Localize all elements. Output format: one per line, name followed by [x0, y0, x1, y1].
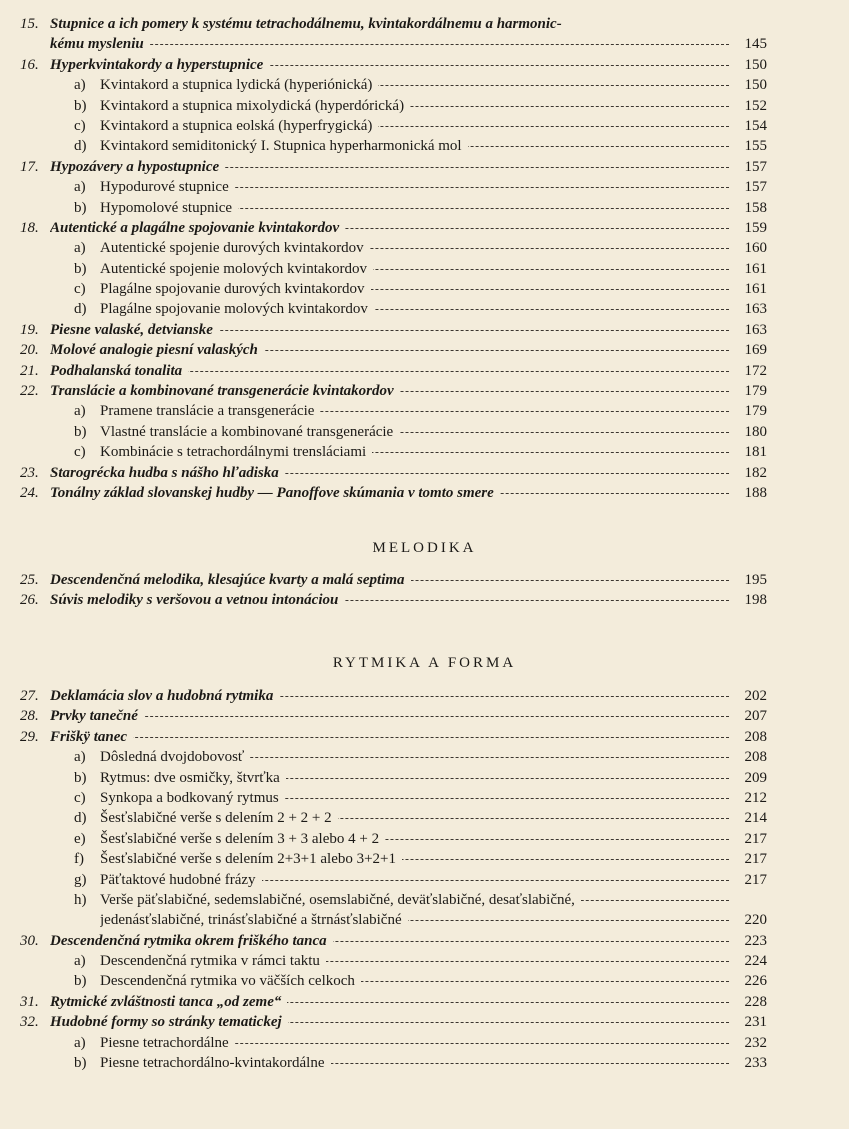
entry-letter: b) — [74, 973, 87, 990]
toc-entry — [0, 34, 849, 54]
entry-letter: b) — [74, 97, 87, 114]
entry-page-number: 207 — [744, 708, 767, 725]
entry-page-number: 208 — [744, 728, 767, 745]
toc-entry — [0, 570, 849, 590]
entry-title-text: Pramene translácie a transgenerácie — [100, 403, 320, 419]
entry-page-number: 158 — [744, 199, 767, 216]
entry-title-text: Šesťslabičné verše s delením 2 + 2 + 2 — [100, 810, 338, 826]
entry-page-number: 228 — [744, 993, 767, 1010]
toc-entry — [0, 788, 849, 808]
entry-page-number: 180 — [744, 423, 767, 440]
entry-page-number: 226 — [744, 973, 767, 990]
entry-page-number: 231 — [744, 1014, 767, 1031]
entry-title-text: Hyperkvintakordy a hyperstupnice — [50, 57, 269, 73]
entry-title-text: Šesťslabičné verše s delením 3 + 3 alebo 4 + 2 — [100, 831, 385, 847]
entry-page-number: 224 — [744, 953, 767, 970]
toc-entry — [0, 136, 849, 156]
toc-entry — [0, 870, 849, 890]
entry-title-text: Tonálny základ slovanskej hudby — Panoffove skúmania v tomto smere — [50, 485, 500, 501]
entry-page-number: 233 — [744, 1055, 767, 1072]
entry-page-number: 208 — [744, 749, 767, 766]
toc-entry — [0, 849, 849, 869]
toc-entry — [0, 238, 849, 258]
toc-entry — [0, 1012, 849, 1032]
entry-title-text: Kvintakord a stupnica mixolydická (hyperdórická) — [100, 98, 410, 114]
toc-entry — [0, 422, 849, 442]
entry-title-text: Stupnice a ich pomery k systému tetrachodálnemu, kvintakordálnemu a harmonic- — [50, 16, 568, 32]
entry-title — [100, 299, 729, 319]
entry-title-text: Descendenčná rytmika okrem friškého tanca — [50, 933, 333, 949]
entry-title — [50, 34, 729, 54]
entry-title-text: Podhalanská tonalita — [50, 363, 188, 379]
toc-entry — [0, 381, 849, 401]
toc-block-melodika — [0, 570, 849, 611]
entry-title-text: Prvky tanečné — [50, 708, 144, 724]
entry-letter: b) — [74, 199, 87, 216]
toc-entry — [0, 971, 849, 991]
entry-title-text: jedenásťslabičné, trinásťslabičné a štrnásťslabičné — [100, 912, 408, 928]
entry-title — [100, 401, 729, 421]
entry-title — [100, 442, 729, 462]
entry-title — [50, 1012, 729, 1032]
entry-title-text: Descendenčná rytmika v rámci taktu — [100, 953, 326, 969]
entry-title-text: Descendenčná rytmika vo väčších celkoch — [100, 973, 361, 989]
entry-title — [100, 96, 729, 116]
entry-number: 24. — [20, 484, 39, 501]
toc-entry — [0, 808, 849, 828]
toc-entry — [0, 463, 849, 483]
entry-title — [100, 279, 729, 299]
entry-title-text: Translácie a kombinované transgenerácie kvintakordov — [50, 383, 400, 399]
entry-page-number: 150 — [744, 56, 767, 73]
entry-number: 16. — [20, 56, 39, 73]
toc-entry — [0, 116, 849, 136]
entry-title-text: Kombinácie s tetrachordálnymi trensláciami — [100, 444, 372, 460]
entry-title-text: Synkopa a bodkovaný rytmus — [100, 790, 285, 806]
entry-title — [50, 992, 729, 1012]
entry-title — [100, 849, 729, 869]
entry-page-number: 159 — [744, 219, 767, 236]
entry-page-number: 217 — [744, 830, 767, 847]
entry-title-text: Plagálne spojovanie molových kvintakordov — [100, 301, 374, 317]
entry-title-text: Friškÿ tanec — [50, 729, 133, 745]
entry-title — [100, 829, 729, 849]
entry-page-number: 198 — [744, 592, 767, 609]
entry-number: 17. — [20, 158, 39, 175]
entry-letter: c) — [74, 789, 86, 806]
entry-title-text: Vlastné translácie a kombinované transgenerácie — [100, 424, 399, 440]
entry-page-number: 161 — [744, 281, 767, 298]
entry-title — [100, 198, 729, 218]
entry-number: 26. — [20, 592, 39, 609]
entry-number: 30. — [20, 932, 39, 949]
entry-letter: d) — [74, 301, 87, 318]
section-heading-melodika: MELODIKA — [372, 540, 477, 556]
entry-title — [50, 14, 729, 34]
entry-title-text: Hypozávery a hypostupnice — [50, 159, 225, 175]
entry-number: 25. — [20, 572, 39, 588]
entry-page-number: 150 — [744, 77, 767, 94]
toc-entry — [0, 686, 849, 706]
entry-number: 19. — [20, 321, 39, 338]
entry-page-number: 195 — [744, 572, 767, 588]
entry-title-text: Deklamácia slov a hudobná rytmika — [50, 688, 279, 704]
entry-title — [100, 1033, 729, 1053]
entry-title — [50, 157, 729, 177]
entry-title — [50, 361, 729, 381]
toc-block-harmonika — [0, 14, 849, 503]
entry-title-text: Plagálne spojovanie durových kvintakordov — [100, 281, 371, 297]
entry-title — [100, 238, 729, 258]
toc-entry — [0, 218, 849, 238]
entry-page-number: 209 — [744, 769, 767, 786]
toc-entry — [0, 706, 849, 726]
entry-title-text: Piesne tetrachordálno-kvintakordálne — [100, 1055, 331, 1071]
entry-number: 28. — [20, 708, 39, 725]
entry-title — [100, 136, 729, 156]
section-heading-rytmika: RYTMIKA A FORMA — [332, 655, 517, 671]
entry-letter: b) — [74, 1055, 87, 1072]
entry-page-number: 163 — [744, 301, 767, 318]
toc-entry — [0, 279, 849, 299]
entry-letter: c) — [74, 444, 86, 461]
entry-title — [100, 890, 729, 910]
entry-title-text: Hypomolové stupnice — [100, 200, 238, 216]
entry-title — [100, 910, 729, 930]
toc-entry — [0, 55, 849, 75]
entry-title-text: Starogrécka hudba s nášho hľadiska — [50, 465, 285, 481]
entry-number: 31. — [20, 993, 39, 1010]
entry-title-text: Piesne tetrachordálne — [100, 1035, 235, 1051]
entry-page-number: 214 — [744, 810, 767, 827]
entry-title — [50, 590, 729, 610]
entry-title-text: Dôsledná dvojdobovosť — [100, 749, 250, 765]
entry-page-number: 232 — [744, 1034, 767, 1051]
entry-letter: h) — [74, 891, 87, 908]
entry-title-text: Päťtaktové hudobné frázy — [100, 872, 262, 888]
toc-entry — [0, 14, 849, 34]
entry-page-number: 157 — [744, 158, 767, 175]
toc-entry — [0, 1033, 849, 1053]
entry-title-text: Rytmické zvláštnosti tanca „od zeme“ — [50, 994, 287, 1010]
entry-title — [50, 570, 729, 590]
entry-title-text: Verše päťslabičné, sedemslabičné, osemslabičné, deväťslabičné, desaťslabičné, — [100, 892, 581, 908]
entry-title-text: Súvis melodiky s veršovou a vetnou intonáciou — [50, 592, 344, 608]
entry-title — [50, 706, 729, 726]
entry-title — [50, 686, 729, 706]
entry-letter: a) — [74, 403, 86, 420]
toc-entry — [0, 299, 849, 319]
toc-entry — [0, 259, 849, 279]
entry-number: 27. — [20, 688, 39, 704]
entry-title — [50, 55, 729, 75]
entry-title-text: Hypodurové stupnice — [100, 179, 235, 195]
entry-number: 22. — [20, 383, 39, 400]
entry-letter: a) — [74, 179, 86, 196]
entry-page-number: 152 — [744, 97, 767, 114]
toc-entry — [0, 177, 849, 197]
entry-title — [100, 971, 729, 991]
toc-entry — [0, 442, 849, 462]
entry-number: 20. — [20, 342, 39, 359]
entry-letter: f) — [74, 851, 84, 868]
entry-title-text: Kvintakord a stupnica lydická (hyperiónická) — [100, 77, 378, 93]
entry-title — [50, 483, 729, 503]
entry-letter: d) — [74, 810, 87, 827]
entry-letter: c) — [74, 117, 86, 134]
entry-letter: a) — [74, 1034, 86, 1051]
entry-page-number: 202 — [744, 688, 767, 704]
entry-page-number: 179 — [744, 403, 767, 420]
entry-page-number: 160 — [744, 240, 767, 257]
entry-title-text: Autentické spojenie molových kvintakordov — [100, 261, 373, 277]
entry-title-text: Kvintakord semiditonický I. Stupnica hyperharmonická mol — [100, 138, 468, 154]
entry-page-number: 220 — [744, 912, 767, 929]
entry-title — [50, 381, 729, 401]
entry-title — [100, 1053, 729, 1073]
entry-letter: b) — [74, 260, 87, 277]
entry-letter: a) — [74, 749, 86, 766]
entry-page-number: 155 — [744, 138, 767, 155]
entry-title — [50, 463, 729, 483]
entry-title — [50, 931, 729, 951]
entry-title-text: Piesne valaské, detvianske — [50, 322, 219, 338]
toc-entry — [0, 75, 849, 95]
entry-title-text: Descendenčná melodika, klesajúce kvarty a malá septima — [50, 572, 411, 588]
toc-entry — [0, 401, 849, 421]
toc-entry — [0, 931, 849, 951]
toc-entry — [0, 747, 849, 767]
toc-entry — [0, 890, 849, 910]
toc-entry — [0, 590, 849, 610]
entry-page-number: 217 — [744, 871, 767, 888]
entry-title — [100, 870, 729, 890]
entry-title — [100, 951, 729, 971]
toc-entry — [0, 483, 849, 503]
entry-title — [100, 422, 729, 442]
entry-number: 15. — [20, 16, 39, 32]
toc-entry — [0, 829, 849, 849]
entry-page-number: 172 — [744, 362, 767, 379]
entry-page-number: 182 — [744, 464, 767, 481]
entry-title — [100, 116, 729, 136]
entry-letter: g) — [74, 871, 87, 888]
entry-page-number: 181 — [744, 444, 767, 461]
entry-title-text: Autentické a plagálne spojovanie kvintakordov — [50, 220, 345, 236]
entry-title — [100, 177, 729, 197]
entry-title-text: Šesťslabičné verše s delením 2+3+1 alebo 3+2+1 — [100, 851, 402, 867]
toc-entry — [0, 951, 849, 971]
entry-page-number: 212 — [744, 789, 767, 806]
entry-letter: b) — [74, 423, 87, 440]
entry-number: 29. — [20, 728, 39, 745]
entry-number: 18. — [20, 219, 39, 236]
entry-number: 32. — [20, 1014, 39, 1031]
entry-title — [100, 768, 729, 788]
toc-entry — [0, 727, 849, 747]
toc-entry — [0, 340, 849, 360]
toc-entry — [0, 157, 849, 177]
entry-title-text: kému mysleniu — [50, 36, 150, 52]
entry-title — [100, 808, 729, 828]
toc-entry — [0, 768, 849, 788]
entry-letter: e) — [74, 830, 86, 847]
entry-page-number: 161 — [744, 260, 767, 277]
entry-page-number: 145 — [744, 36, 767, 53]
entry-title — [100, 259, 729, 279]
toc-entry — [0, 361, 849, 381]
entry-letter: a) — [74, 240, 86, 257]
entry-page-number: 154 — [744, 117, 767, 134]
toc-entry — [0, 910, 849, 930]
entry-title — [50, 218, 729, 238]
entry-letter: a) — [74, 953, 86, 970]
entry-letter: b) — [74, 769, 87, 786]
entry-number: 23. — [20, 464, 39, 481]
entry-page-number: 179 — [744, 383, 767, 400]
entry-number: 21. — [20, 362, 39, 379]
entry-page-number: 163 — [744, 321, 767, 338]
toc-entry — [0, 992, 849, 1012]
entry-title-text: Hudobné formy so stránky tematickej — [50, 1014, 288, 1030]
entry-page-number: 157 — [744, 179, 767, 196]
entry-title-text: Autentické spojenie durových kvintakordov — [100, 240, 370, 256]
toc-entry — [0, 96, 849, 116]
entry-title-text: Kvintakord a stupnica eolská (hyperfrygická) — [100, 118, 378, 134]
entry-letter: c) — [74, 281, 86, 298]
entry-page-number: 188 — [744, 484, 767, 501]
entry-title — [100, 788, 729, 808]
entry-title-text: Rytmus: dve osmičky, štvrťka — [100, 770, 286, 786]
toc-entry — [0, 320, 849, 340]
toc-block-rytmika — [0, 686, 849, 1073]
entry-title — [50, 320, 729, 340]
entry-title — [50, 340, 729, 360]
toc-entry — [0, 198, 849, 218]
entry-title — [50, 727, 729, 747]
entry-letter: d) — [74, 138, 87, 155]
entry-page-number: 217 — [744, 851, 767, 868]
entry-title-text: Molové analogie piesní valaských — [50, 342, 264, 358]
entry-letter: a) — [74, 77, 86, 94]
entry-title — [100, 75, 729, 95]
entry-page-number: 169 — [744, 342, 767, 359]
toc-entry — [0, 1053, 849, 1073]
entry-page-number: 223 — [744, 932, 767, 949]
entry-title — [100, 747, 729, 767]
